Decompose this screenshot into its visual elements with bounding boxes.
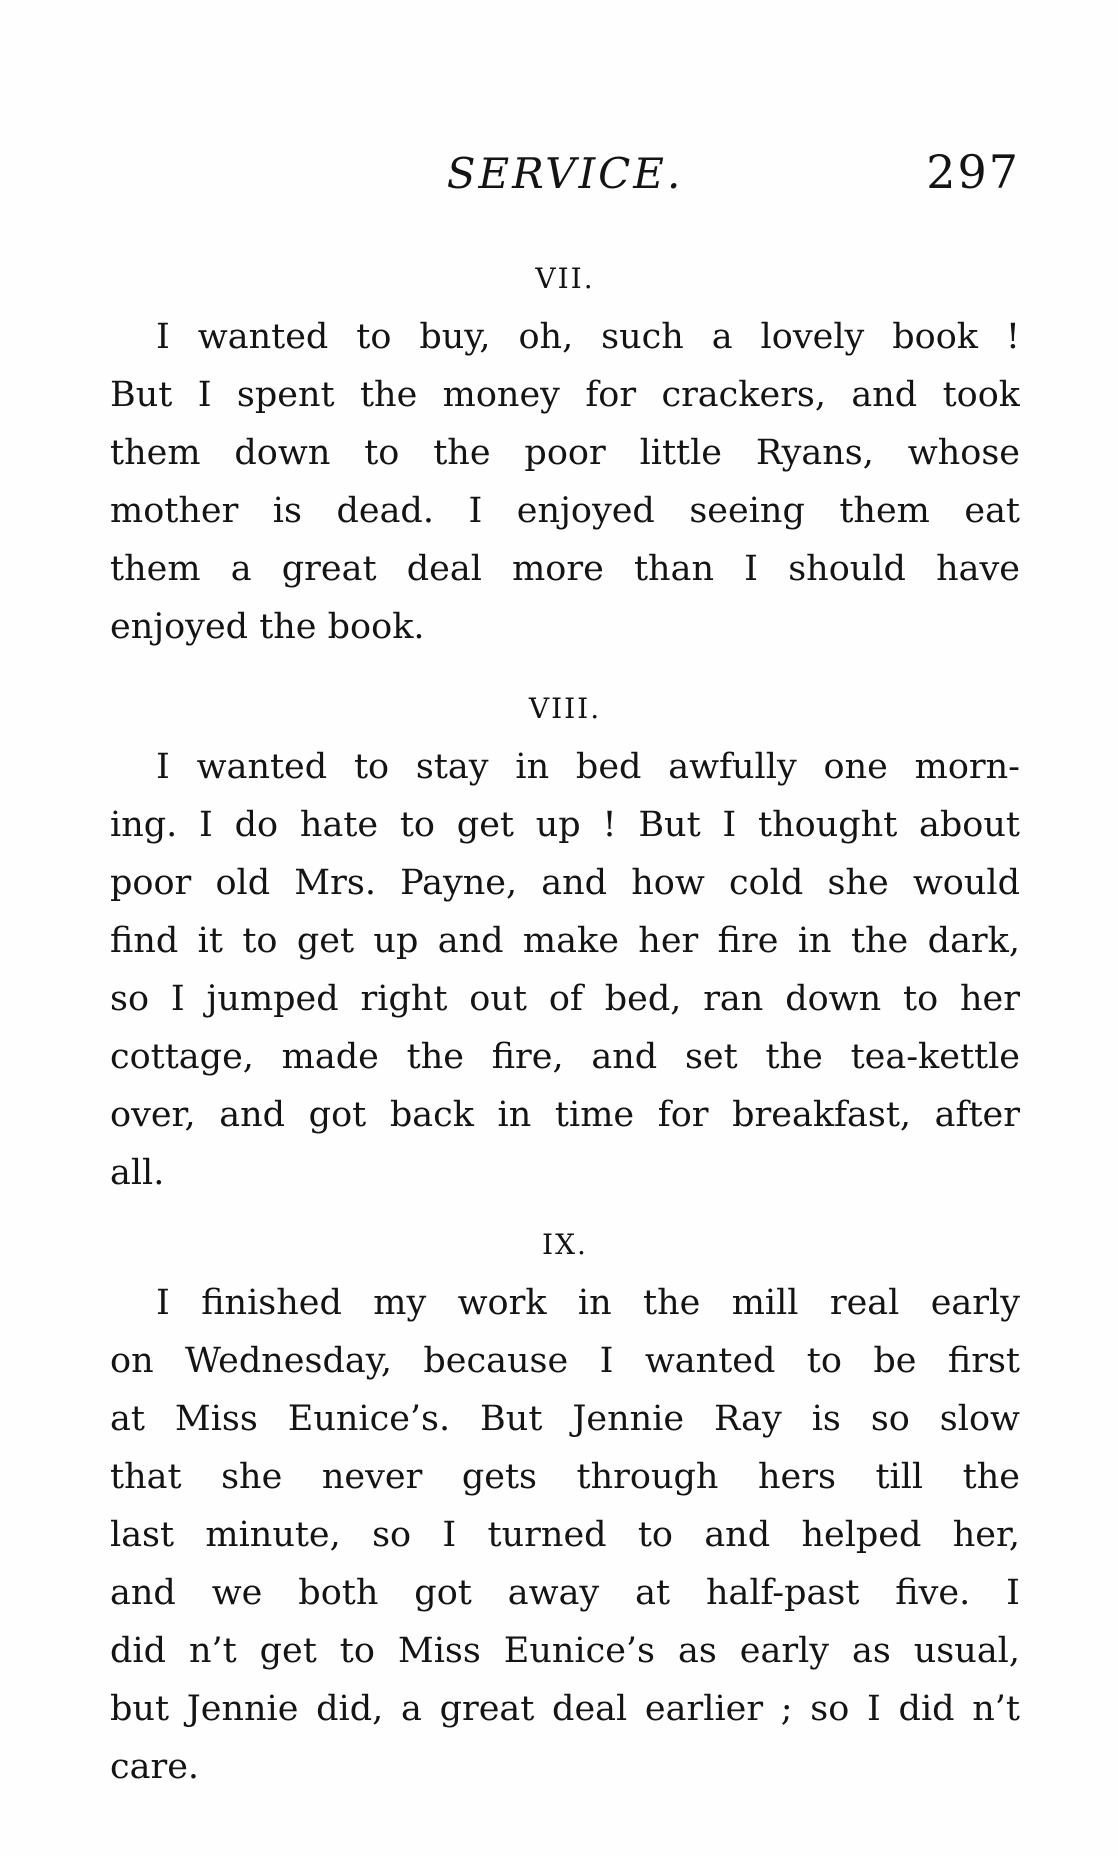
- text-line: care.: [110, 1747, 200, 1787]
- text-line: mother is dead. I enjoyed seeing them eat: [110, 491, 1020, 531]
- text-line: so I jumped right out of bed, ran down to her: [110, 979, 1020, 1019]
- running-title: SERVICE.: [446, 149, 684, 198]
- text-line: I finished my work in the mill real early: [156, 1283, 1020, 1323]
- section-heading: VII.: [535, 262, 595, 295]
- text-line: But I spent the money for crackers, and took: [110, 375, 1020, 415]
- section-ix: [110, 1216, 1020, 1796]
- text-line: ing. I do hate to get up ! But I thought about: [110, 805, 1020, 845]
- text-line: enjoyed the book.: [110, 607, 425, 647]
- text-line: did n’t get to Miss Eunice’s as early as usual,: [110, 1631, 1020, 1671]
- text-line: I wanted to stay in bed awfully one morn-: [156, 747, 1020, 787]
- text-line: I wanted to buy, oh, such a lovely book !: [156, 317, 1020, 357]
- text-line: poor old Mrs. Payne, and how cold she would: [110, 863, 1020, 903]
- text-line: them a great deal more than I should have: [110, 549, 1020, 589]
- section-viii: [110, 680, 1020, 1202]
- text-line: over, and got back in time for breakfast, after: [110, 1095, 1020, 1135]
- section-vii: [110, 250, 1020, 656]
- paragraph: [110, 308, 1020, 656]
- text-line: and we both got away at half-past five. I: [110, 1573, 1020, 1613]
- text-line: find it to get up and make her fire in the dark,: [110, 921, 1020, 961]
- paragraph: [110, 738, 1020, 1202]
- text-line: at Miss Eunice’s. But Jennie Ray is so slow: [110, 1399, 1020, 1439]
- text-line: on Wednesday, because I wanted to be first: [110, 1341, 1020, 1381]
- paragraph: [110, 1274, 1020, 1796]
- text-line: last minute, so I turned to and helped her,: [110, 1515, 1020, 1555]
- page-number: 297: [926, 145, 1020, 199]
- text-line: cottage, made the fire, and set the tea-kettle: [110, 1037, 1020, 1077]
- text-line: but Jennie did, a great deal earlier ; so I did n’t: [110, 1689, 1020, 1729]
- text-line: them down to the poor little Ryans, whose: [110, 433, 1020, 473]
- text-line: that she never gets through hers till the: [110, 1457, 1020, 1497]
- section-heading: IX.: [542, 1228, 588, 1261]
- text-line: all.: [110, 1153, 165, 1193]
- text-block: [110, 250, 1020, 1796]
- section-heading: VIII.: [528, 692, 602, 725]
